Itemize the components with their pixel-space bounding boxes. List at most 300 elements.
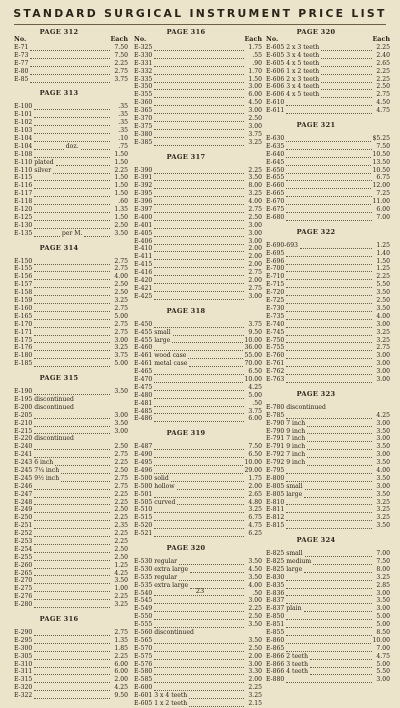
item-price: 2.75: [248, 284, 262, 292]
catalog-number: E-396: [134, 198, 153, 206]
item-price: 2.75: [114, 474, 128, 482]
dot-leader: [307, 452, 372, 458]
catalog-number: E-605 3 x 4 teeth: [266, 51, 320, 59]
item-price: 3.50: [248, 174, 262, 182]
catalog-number: E-245 9½ inch: [14, 474, 60, 482]
dot-leader: [34, 183, 110, 189]
dot-leader: [154, 345, 242, 351]
price-row: [14, 428, 128, 436]
catalog-number: E-791 7 inch: [266, 435, 306, 443]
item-price: 3.25: [248, 692, 262, 700]
dot-leader: [286, 598, 372, 604]
catalog-number: E-305: [14, 652, 33, 660]
dot-leader: [286, 108, 372, 114]
item-price: 36.00: [244, 344, 262, 352]
item-price: 3.00: [376, 360, 390, 368]
dot-leader: [34, 104, 110, 110]
item-price: 4.00: [376, 312, 390, 320]
catalog-number: E-750: [266, 336, 285, 344]
catalog-number: E-521: [134, 530, 153, 538]
price-row: [266, 214, 390, 222]
dot-leader: [34, 259, 110, 265]
item-price: 2.00: [248, 245, 262, 253]
item-price: 3.00: [248, 107, 262, 115]
catalog-number: E-500 solid: [134, 474, 169, 482]
catalog-number: E-725: [266, 297, 285, 305]
dot-leader: [154, 677, 244, 683]
dot-leader: [177, 484, 244, 490]
item-price: 8.50: [376, 629, 390, 636]
item-price: 4.25: [114, 684, 128, 692]
catalog-number: E-175: [14, 336, 33, 344]
dot-leader: [30, 53, 110, 59]
dot-leader: [189, 361, 242, 367]
page-title: STANDARD SURGICAL INSTRUMENT PRICE LIST: [13, 7, 387, 20]
item-price: 2.50: [114, 553, 128, 561]
catalog-number: E-680: [266, 213, 285, 221]
dot-leader: [154, 77, 244, 83]
catalog-number: E-720: [266, 289, 285, 297]
dot-leader: [286, 199, 370, 205]
price-row: [14, 151, 128, 159]
dot-leader: [154, 183, 244, 189]
price-row: [266, 522, 390, 530]
dot-leader: [34, 452, 110, 458]
item-price: 2.65: [376, 59, 390, 67]
page-number: 23: [195, 587, 205, 595]
catalog-number: E-520: [134, 522, 153, 530]
item-price: 2.25: [114, 514, 128, 522]
catalog-number: E-101: [14, 111, 33, 119]
dot-leader: [154, 207, 244, 213]
dot-leader: [286, 614, 372, 620]
dot-leader: [321, 61, 372, 67]
item-price: 4.75: [376, 652, 390, 660]
dot-leader: [34, 499, 110, 505]
dot-leader: [34, 539, 110, 545]
catalog-number: E-250: [14, 514, 33, 522]
price-row: [134, 653, 262, 661]
price-row: [14, 451, 128, 459]
dot-leader: [179, 559, 244, 565]
item-price: 1.85: [114, 644, 128, 652]
price-row: [14, 459, 128, 467]
price-row: [134, 475, 262, 483]
price-row: [266, 566, 390, 574]
item-price: 1.25: [114, 561, 128, 569]
catalog-number: E-645: [266, 158, 285, 166]
dot-leader: [154, 598, 244, 604]
catalog-number: E-416: [134, 269, 153, 277]
item-price: 2.50: [114, 545, 128, 553]
dot-leader: [34, 199, 110, 205]
each-header: Each: [110, 35, 128, 43]
item-price: 1.50: [114, 182, 128, 190]
dot-leader: [286, 677, 372, 683]
catalog-number: E-792 7 inch: [266, 451, 306, 459]
dot-leader: [34, 337, 110, 343]
section-heading: [14, 83, 128, 103]
item-price: 6.75: [376, 174, 390, 182]
catalog-number: E-325: [134, 44, 153, 51]
price-row: [14, 546, 128, 554]
item-price: 10.50: [372, 150, 390, 158]
item-price: 1.50: [114, 158, 128, 166]
item-price: 29.00: [244, 466, 262, 474]
price-row: [134, 522, 262, 530]
catalog-number: E-550: [134, 613, 153, 621]
catalog-number: E-530 regular: [134, 557, 178, 565]
dot-leader: [30, 61, 110, 67]
price-row: [134, 491, 262, 499]
dot-leader: [154, 507, 244, 513]
dot-leader: [154, 662, 244, 668]
price-row: [266, 605, 390, 613]
item-price: .55: [252, 51, 262, 59]
item-price: 2.25: [114, 459, 128, 467]
item-price: 3.25: [114, 601, 128, 609]
item-price: 6.50: [248, 368, 262, 376]
item-price: 2.75: [114, 482, 128, 490]
page-reference: PAGE 317: [166, 152, 206, 161]
price-row: [14, 435, 128, 443]
catalog-number: E-830: [266, 573, 285, 581]
price-row: [14, 76, 128, 84]
dot-leader: [34, 223, 110, 229]
item-price: 3.00: [376, 451, 390, 459]
dot-leader: [321, 53, 372, 59]
catalog-number: E-360: [134, 99, 153, 107]
dot-leader: [154, 638, 244, 644]
item-price: 3.50: [248, 573, 262, 581]
catalog-number: E-410: [134, 245, 153, 253]
catalog-number: E-640: [266, 150, 285, 158]
dot-leader: [34, 570, 110, 576]
catalog-number: E-130: [14, 221, 33, 229]
price-row: [134, 131, 262, 139]
catalog-number: E-71: [14, 44, 29, 51]
catalog-number: E-253: [14, 537, 33, 545]
catalog-number: E-815: [266, 522, 285, 530]
dot-leader: [154, 492, 244, 498]
price-row: [14, 68, 128, 76]
item-price: 3.00: [376, 419, 390, 427]
price-row: [266, 499, 390, 507]
catalog-number: E-375: [134, 122, 153, 130]
price-row: [134, 637, 262, 645]
item-price: 2.25: [114, 59, 128, 67]
dot-leader: [286, 507, 372, 513]
catalog-number: E-465: [134, 368, 153, 376]
catalog-number: E-735: [266, 312, 285, 320]
price-row: [14, 530, 128, 538]
dot-leader: [286, 377, 372, 383]
price-row: [134, 692, 262, 700]
price-row: [134, 661, 262, 669]
price-row: [14, 281, 128, 289]
price-row: [266, 135, 390, 143]
page-reference: PAGE 324: [296, 536, 336, 545]
price-row: [14, 174, 128, 182]
dot-leader: [154, 515, 244, 521]
dot-leader: [154, 444, 244, 450]
price-row: [14, 305, 128, 313]
catalog-number: E-385: [134, 138, 153, 146]
price-row: [134, 68, 262, 76]
column-header: [134, 28, 262, 44]
price-row: [14, 265, 128, 273]
catalog-number: E-690-693: [266, 241, 298, 249]
catalog-number: E-249: [14, 506, 33, 514]
dot-leader: [154, 215, 244, 221]
catalog-number: E-505 curved: [134, 498, 176, 506]
item-price: 3.25: [376, 336, 390, 344]
price-row: [14, 684, 128, 692]
item-price: 3.50: [376, 427, 390, 435]
catalog-number: E-630: [266, 135, 285, 143]
dot-leader: [34, 361, 110, 367]
catalog-number: E-790 7 inch: [266, 419, 306, 427]
catalog-number: E-397: [134, 206, 153, 214]
price-row: [266, 107, 390, 115]
price-row: [266, 250, 390, 258]
price-row: [266, 412, 390, 420]
item-price: .50: [252, 589, 262, 597]
dot-leader: [154, 385, 244, 391]
dot-leader: [307, 428, 372, 434]
dot-leader: [34, 290, 110, 296]
price-row: [14, 676, 128, 684]
price-row: [266, 44, 390, 52]
dot-leader: [154, 654, 244, 660]
price-row: [134, 99, 262, 107]
catalog-number: E-243 6 inch: [14, 459, 54, 467]
dot-leader: [286, 282, 372, 288]
dot-leader: [34, 330, 110, 336]
price-row: [14, 570, 128, 578]
catalog-number: E-500 hollow: [134, 482, 175, 490]
catalog-number: E-555: [134, 621, 153, 629]
catalog-number: E-331: [134, 59, 153, 67]
dot-leader: [286, 168, 370, 174]
catalog-number: E-850: [266, 613, 285, 621]
page-reference: PAGE 322: [296, 227, 336, 236]
catalog-number: E-836: [266, 589, 285, 597]
catalog-number: E-791 9 inch: [266, 443, 306, 451]
dot-leader: [154, 84, 244, 90]
item-price: .35: [118, 119, 128, 127]
price-row: [14, 491, 128, 499]
price-row: [266, 344, 390, 352]
catalog-number: E-405: [134, 229, 153, 237]
price-row: [14, 360, 128, 368]
dot-leader: [34, 120, 110, 126]
catalog-number: E-763: [266, 375, 285, 383]
catalog-number: E-120: [14, 206, 33, 214]
dot-leader: [154, 401, 244, 407]
catalog-number: E-365: [134, 107, 153, 115]
price-row: [134, 123, 262, 131]
section-heading: [266, 222, 390, 242]
dot-leader: [286, 345, 372, 351]
price-row: [266, 297, 390, 305]
item-price: $5.25: [372, 135, 390, 143]
catalog-number: E-740: [266, 320, 285, 328]
item-price: 5.00: [376, 621, 390, 629]
dot-leader: [286, 136, 370, 142]
catalog-number: E-401: [134, 221, 153, 229]
catalog-number: E-811: [266, 506, 285, 514]
catalog-number: E-77: [14, 59, 29, 67]
item-price: 2.00: [248, 652, 262, 660]
item-price: 3.25: [376, 514, 390, 522]
price-row: [266, 242, 390, 250]
price-row: [266, 289, 390, 297]
price-row: [134, 269, 262, 277]
catalog-number: E-171: [14, 328, 33, 336]
dot-leader: [34, 421, 110, 427]
dot-leader: [34, 547, 110, 553]
section-heading: [266, 384, 390, 404]
price-row: [134, 206, 262, 214]
catalog-number: E-125: [14, 213, 33, 221]
price-row: [14, 159, 128, 167]
dot-leader: [53, 168, 110, 174]
price-row: [134, 613, 262, 621]
catalog-number: E-185: [14, 360, 33, 368]
price-row: [14, 111, 128, 119]
catalog-number: E-825 medium: [266, 557, 312, 565]
price-row: [14, 103, 128, 111]
column-header: [266, 28, 390, 44]
price-row: [14, 119, 128, 127]
price-row: [14, 190, 128, 198]
dot-leader: [286, 353, 372, 359]
item-price: 13.50: [372, 158, 390, 166]
price-row: [134, 574, 262, 582]
dot-leader: [34, 685, 110, 691]
dot-leader: [154, 377, 242, 383]
catalog-number: E-665: [266, 190, 285, 198]
price-row: [134, 107, 262, 115]
catalog-number: E-295: [14, 636, 33, 644]
price-row: [14, 637, 128, 645]
item-price: 7.00: [376, 550, 390, 558]
dot-leader: [34, 274, 110, 280]
catalog-number: E-810: [266, 498, 285, 506]
item-price: 3.25: [376, 328, 390, 336]
dot-leader: [310, 662, 372, 668]
catalog-number: E-246: [14, 482, 33, 490]
price-row: [14, 337, 128, 345]
catalog-number: E-675: [266, 206, 285, 214]
price-row: [266, 83, 390, 91]
dot-leader: [154, 108, 244, 114]
item-price: 10.00: [244, 375, 262, 383]
price-row: [266, 435, 390, 443]
price-row: [266, 368, 390, 376]
price-row: [134, 261, 262, 269]
price-row: [14, 412, 128, 420]
catalog-number: E-760: [266, 352, 285, 360]
item-price: 1.50: [248, 75, 262, 83]
catalog-number: E-355: [134, 91, 153, 99]
price-row: [266, 313, 390, 321]
dot-leader: [154, 523, 244, 529]
dot-leader: [286, 361, 372, 367]
item-price: 4.25: [248, 383, 262, 391]
price-row: [14, 692, 128, 700]
price-row: [134, 52, 262, 60]
dot-leader: [286, 314, 372, 320]
dot-leader: [286, 207, 372, 213]
dot-leader: [154, 140, 244, 146]
catalog-number: E-851: [266, 621, 285, 629]
catalog-number: E-866 4 teeth: [266, 668, 309, 676]
item-price: 2.50: [114, 506, 128, 514]
item-price: 3.50: [376, 289, 390, 297]
item-price: 1.50: [114, 150, 128, 158]
dot-leader: [34, 630, 110, 636]
dot-leader: [81, 144, 111, 150]
catalog-number: E-606 2 x 3 teeth: [266, 75, 320, 83]
dot-leader: [154, 168, 244, 174]
item-price: 7.50: [376, 557, 390, 565]
item-price: 2.00: [248, 277, 262, 285]
dot-leader: [177, 499, 244, 505]
catalog-number: E-315: [14, 676, 33, 684]
unit-note: per M.: [61, 229, 83, 237]
catalog-number: E-730: [266, 304, 285, 312]
dot-leader: [154, 270, 244, 276]
catalog-number: E-755: [266, 344, 285, 352]
item-price: 3.00: [248, 229, 262, 237]
catalog-number: E-501: [134, 490, 153, 498]
catalog-number: E-710: [266, 273, 285, 281]
dot-leader: [34, 144, 64, 150]
item-price: 9.50: [248, 328, 262, 336]
dot-leader: [30, 77, 110, 83]
item-price: 2.50: [114, 221, 128, 229]
dot-leader: [34, 444, 110, 450]
item-price: 3.75: [248, 320, 262, 328]
catalog-number: E-496: [134, 466, 153, 474]
item-price: 2.65: [248, 490, 262, 498]
catalog-number: E-205: [14, 411, 33, 419]
dot-leader: [34, 231, 60, 237]
dot-leader: [34, 669, 110, 675]
catalog-number: E-200 discontinued: [14, 403, 74, 411]
price-row: [134, 167, 262, 175]
dot-leader: [286, 575, 372, 581]
price-row: [134, 174, 262, 182]
item-price: 7.00: [376, 644, 390, 652]
price-row: [266, 76, 390, 84]
item-price: 10.00: [244, 336, 262, 344]
catalog-number: E-481: [134, 399, 153, 407]
catalog-number: E-254: [14, 545, 33, 553]
item-price: 3.00: [376, 482, 390, 490]
catalog-number: E-103: [14, 127, 33, 135]
dot-leader: [34, 428, 110, 434]
item-price: 4.50: [248, 99, 262, 107]
price-row: [266, 613, 390, 621]
dot-leader: [76, 437, 110, 442]
price-row: [134, 360, 262, 368]
item-price: 70.00: [244, 360, 262, 368]
catalog-number: E-470: [134, 375, 153, 383]
catalog-number: E-606 4 x 5 teeth: [266, 91, 320, 99]
